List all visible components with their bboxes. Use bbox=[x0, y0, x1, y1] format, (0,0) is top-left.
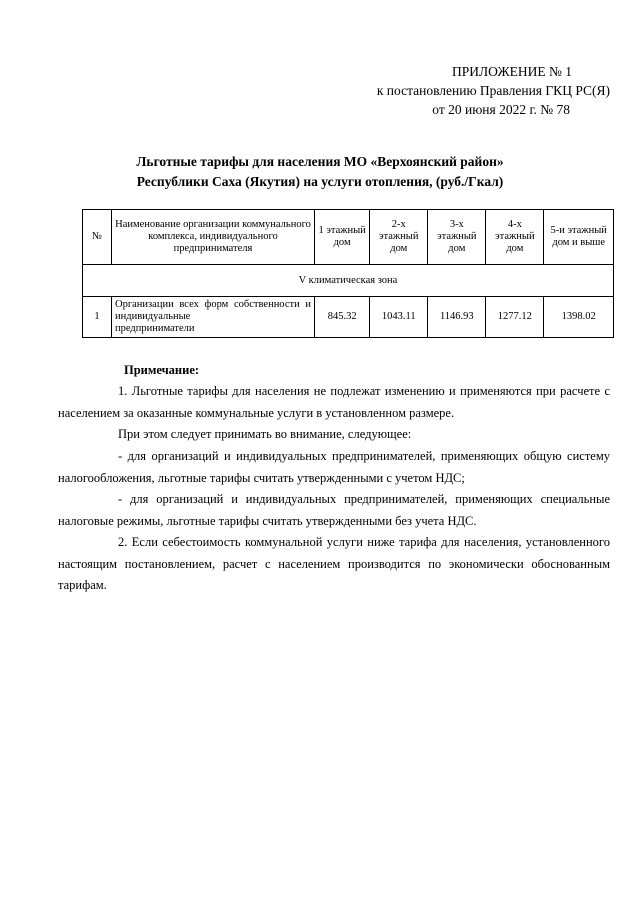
annex-reference: к постановлению Правления ГКЦ РС(Я) bbox=[376, 83, 610, 98]
row-organization-part2: предприниматели bbox=[115, 323, 195, 334]
title-line-2: Республики Саха (Якутия) на услуги отопления, (руб./Гкал) bbox=[136, 174, 504, 189]
note-paragraph-4: - для организаций и индивидуальных предпринимателей, применяющих специальные налоговые режимы, льготные тарифы считать утвержденными без учета НДС. bbox=[58, 492, 610, 528]
header-5-floor: 5-и этажный дом и выше bbox=[544, 210, 614, 265]
annex-number: ПРИЛОЖЕНИЕ № 1 bbox=[451, 64, 572, 79]
document-title bbox=[0, 152, 640, 192]
row-value-4-floor: 1277.12 bbox=[486, 297, 544, 338]
header-4-floor: 4-х этажный дом bbox=[486, 210, 544, 265]
header-2-floor: 2-х этажный дом bbox=[370, 210, 428, 265]
annex-date: от 20 июня 2022 г. № 78 bbox=[432, 102, 570, 117]
title-line-1: Льготные тарифы для населения МО «Верхоянский район» bbox=[136, 154, 504, 169]
row-organization bbox=[112, 297, 315, 338]
notes-heading: Примечание: bbox=[124, 363, 200, 377]
annex-header bbox=[377, 62, 610, 119]
row-value-1-floor: 845.32 bbox=[315, 297, 370, 338]
header-3-floor: 3-х этажный дом bbox=[428, 210, 486, 265]
note-paragraph-5: 2. Если себестоимость коммунальной услуги ниже тарифа для населения, установленного настоящим постановлением, расчет с населением производится по экономически обоснованным тарифам. bbox=[58, 535, 610, 592]
row-value-3-floor: 1146.93 bbox=[428, 297, 486, 338]
note-paragraph-2: При этом следует принимать во внимание, следующее: bbox=[118, 427, 412, 441]
header-1-floor: 1 этажный дом bbox=[315, 210, 370, 265]
header-num: № bbox=[83, 210, 112, 265]
table-header-row bbox=[83, 210, 614, 265]
climate-zone-label: V климатическая зона bbox=[83, 265, 614, 297]
row-value-2-floor: 1043.11 bbox=[370, 297, 428, 338]
note-paragraph-1: 1. Льготные тарифы для населения не подлежат изменению и применяются при расчете с населением за оказанные коммунальные услуги в установленном размере. bbox=[58, 384, 610, 420]
row-organization-part1: Организации всех форм собственности и индивидуальные bbox=[115, 299, 311, 322]
row-num: 1 bbox=[83, 297, 112, 338]
table-row bbox=[83, 297, 614, 338]
notes-heading-block bbox=[118, 360, 610, 382]
note-paragraph-3: - для организаций и индивидуальных предпринимателей, применяющих общую систему налогообложения, льготные тарифы считать утвержденными с учетом НДС; bbox=[58, 449, 610, 485]
header-organization: Наименование организации коммунального комплекса, индивидуального предпринимателя bbox=[112, 210, 315, 265]
row-value-5-floor: 1398.02 bbox=[544, 297, 614, 338]
climate-zone-row bbox=[83, 265, 614, 297]
tariffs-table bbox=[82, 209, 614, 338]
